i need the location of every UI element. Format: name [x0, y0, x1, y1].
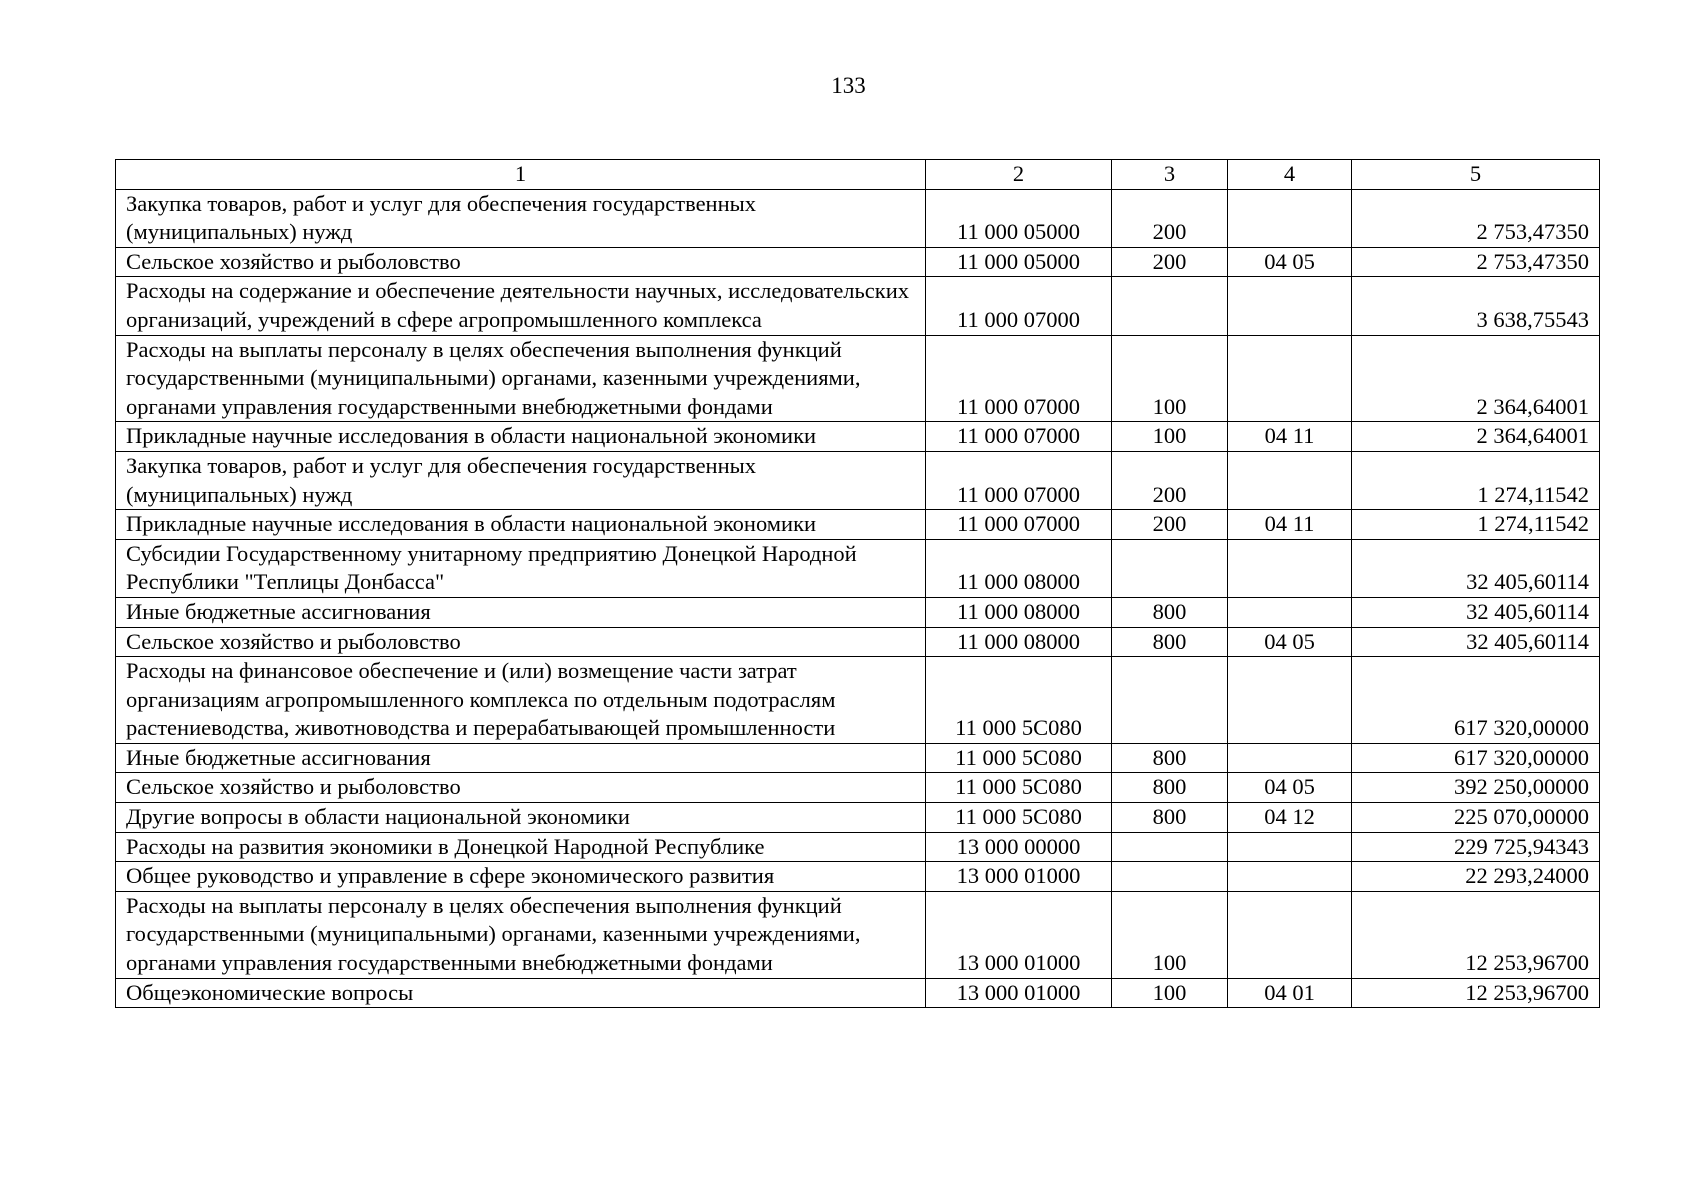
row-name: Расходы на выплаты персоналу в целях обеспечения выполнения функций государственными (муниципальными) органами, казенными учреждениями, органами управления государственными внебюджетными фондами — [116, 335, 926, 422]
row-name: Прикладные научные исследования в области национальной экономики — [116, 510, 926, 540]
row-expense-type: 800 — [1112, 597, 1228, 627]
row-expense-type: 200 — [1112, 451, 1228, 509]
row-target-code: 11 000 07000 — [926, 335, 1112, 422]
header-col-1: 1 — [116, 160, 926, 190]
row-target-code: 11 000 07000 — [926, 510, 1112, 540]
row-amount: 617 320,00000 — [1352, 657, 1600, 744]
row-target-code: 11 000 08000 — [926, 597, 1112, 627]
row-amount: 2 753,47350 — [1352, 189, 1600, 247]
row-section-code: 04 05 — [1228, 627, 1352, 657]
page-number: 133 — [831, 73, 866, 98]
table-header-row — [116, 160, 1600, 190]
row-section-code — [1228, 832, 1352, 862]
row-section-code: 04 05 — [1228, 247, 1352, 277]
row-section-code — [1228, 743, 1352, 773]
row-amount: 12 253,96700 — [1352, 978, 1600, 1008]
row-amount: 32 405,60114 — [1352, 539, 1600, 597]
table-row — [116, 891, 1600, 978]
table-row — [116, 422, 1600, 452]
header-col-5: 5 — [1352, 160, 1600, 190]
row-expense-type — [1112, 277, 1228, 335]
budget-table — [115, 159, 1600, 1008]
row-target-code: 11 000 08000 — [926, 627, 1112, 657]
row-name: Общеэкономические вопросы — [116, 978, 926, 1008]
row-amount: 2 753,47350 — [1352, 247, 1600, 277]
row-amount: 225 070,00000 — [1352, 803, 1600, 833]
row-section-code: 04 11 — [1228, 510, 1352, 540]
row-section-code — [1228, 277, 1352, 335]
row-section-code: 04 05 — [1228, 773, 1352, 803]
table-row — [116, 832, 1600, 862]
row-target-code: 11 000 5С080 — [926, 743, 1112, 773]
row-name: Расходы на выплаты персоналу в целях обеспечения выполнения функций государственными (муниципальными) органами, казенными учреждениями, органами управления государственными внебюджетными фондами — [116, 891, 926, 978]
table-row — [116, 247, 1600, 277]
row-name: Сельское хозяйство и рыболовство — [116, 627, 926, 657]
row-target-code: 11 000 07000 — [926, 422, 1112, 452]
row-target-code: 13 000 01000 — [926, 862, 1112, 892]
row-name: Расходы на развития экономики в Донецкой Народной Республике — [116, 832, 926, 862]
row-section-code — [1228, 335, 1352, 422]
row-section-code: 04 01 — [1228, 978, 1352, 1008]
row-expense-type: 800 — [1112, 743, 1228, 773]
table-row — [116, 862, 1600, 892]
table-row — [116, 597, 1600, 627]
table-row — [116, 978, 1600, 1008]
row-name: Расходы на содержание и обеспечение деятельности научных, исследовательских организаций, учреждений в сфере агропромышленного комплекса — [116, 277, 926, 335]
row-target-code: 11 000 5С080 — [926, 773, 1112, 803]
row-name: Закупка товаров, работ и услуг для обеспечения государственных (муниципальных) нужд — [116, 189, 926, 247]
row-target-code: 11 000 5С080 — [926, 657, 1112, 744]
row-amount: 229 725,94343 — [1352, 832, 1600, 862]
row-amount: 2 364,64001 — [1352, 422, 1600, 452]
table-row — [116, 803, 1600, 833]
header-col-4: 4 — [1228, 160, 1352, 190]
row-amount: 2 364,64001 — [1352, 335, 1600, 422]
row-name: Сельское хозяйство и рыболовство — [116, 773, 926, 803]
row-name: Расходы на финансовое обеспечение и (или) возмещение части затрат организациям агропромышленного комплекса по отдельным подотраслям растениеводства, животноводства и перерабатывающей промышленности — [116, 657, 926, 744]
row-target-code: 13 000 00000 — [926, 832, 1112, 862]
row-section-code — [1228, 597, 1352, 627]
row-expense-type: 800 — [1112, 773, 1228, 803]
row-section-code — [1228, 862, 1352, 892]
row-section-code — [1228, 189, 1352, 247]
row-expense-type: 800 — [1112, 627, 1228, 657]
row-name: Прикладные научные исследования в области национальной экономики — [116, 422, 926, 452]
table-row — [116, 539, 1600, 597]
row-expense-type: 200 — [1112, 510, 1228, 540]
row-target-code: 11 000 05000 — [926, 189, 1112, 247]
row-name: Сельское хозяйство и рыболовство — [116, 247, 926, 277]
row-amount: 1 274,11542 — [1352, 510, 1600, 540]
row-section-code: 04 11 — [1228, 422, 1352, 452]
header-col-3: 3 — [1112, 160, 1228, 190]
table-row — [116, 657, 1600, 744]
row-name: Иные бюджетные ассигнования — [116, 597, 926, 627]
row-expense-type — [1112, 832, 1228, 862]
row-expense-type: 200 — [1112, 189, 1228, 247]
row-amount: 12 253,96700 — [1352, 891, 1600, 978]
row-expense-type: 100 — [1112, 422, 1228, 452]
header-col-2: 2 — [926, 160, 1112, 190]
row-amount: 32 405,60114 — [1352, 627, 1600, 657]
row-target-code: 13 000 01000 — [926, 978, 1112, 1008]
row-expense-type: 800 — [1112, 803, 1228, 833]
row-expense-type: 100 — [1112, 978, 1228, 1008]
row-section-code — [1228, 539, 1352, 597]
row-section-code — [1228, 891, 1352, 978]
row-target-code: 11 000 05000 — [926, 247, 1112, 277]
table-row — [116, 627, 1600, 657]
table-row — [116, 510, 1600, 540]
row-expense-type: 100 — [1112, 335, 1228, 422]
row-expense-type — [1112, 539, 1228, 597]
row-target-code: 11 000 5С080 — [926, 803, 1112, 833]
table-row — [116, 743, 1600, 773]
row-amount: 3 638,75543 — [1352, 277, 1600, 335]
row-name: Иные бюджетные ассигнования — [116, 743, 926, 773]
row-name: Другие вопросы в области национальной экономики — [116, 803, 926, 833]
row-amount: 22 293,24000 — [1352, 862, 1600, 892]
table-row — [116, 335, 1600, 422]
row-expense-type — [1112, 657, 1228, 744]
row-name: Общее руководство и управление в сфере экономического развития — [116, 862, 926, 892]
row-name: Закупка товаров, работ и услуг для обеспечения государственных (муниципальных) нужд — [116, 451, 926, 509]
row-target-code: 11 000 07000 — [926, 277, 1112, 335]
row-amount: 392 250,00000 — [1352, 773, 1600, 803]
table-row — [116, 773, 1600, 803]
row-amount: 32 405,60114 — [1352, 597, 1600, 627]
row-target-code: 11 000 07000 — [926, 451, 1112, 509]
table-row — [116, 277, 1600, 335]
row-expense-type: 200 — [1112, 247, 1228, 277]
table-row — [116, 451, 1600, 509]
row-target-code: 13 000 01000 — [926, 891, 1112, 978]
row-section-code — [1228, 451, 1352, 509]
row-amount: 1 274,11542 — [1352, 451, 1600, 509]
row-section-code: 04 12 — [1228, 803, 1352, 833]
row-section-code — [1228, 657, 1352, 744]
table-row — [116, 189, 1600, 247]
row-amount: 617 320,00000 — [1352, 743, 1600, 773]
row-expense-type — [1112, 862, 1228, 892]
row-expense-type: 100 — [1112, 891, 1228, 978]
row-name: Субсидии Государственному унитарному предприятию Донецкой Народной Республики "Теплицы Донбасса" — [116, 539, 926, 597]
row-target-code: 11 000 08000 — [926, 539, 1112, 597]
